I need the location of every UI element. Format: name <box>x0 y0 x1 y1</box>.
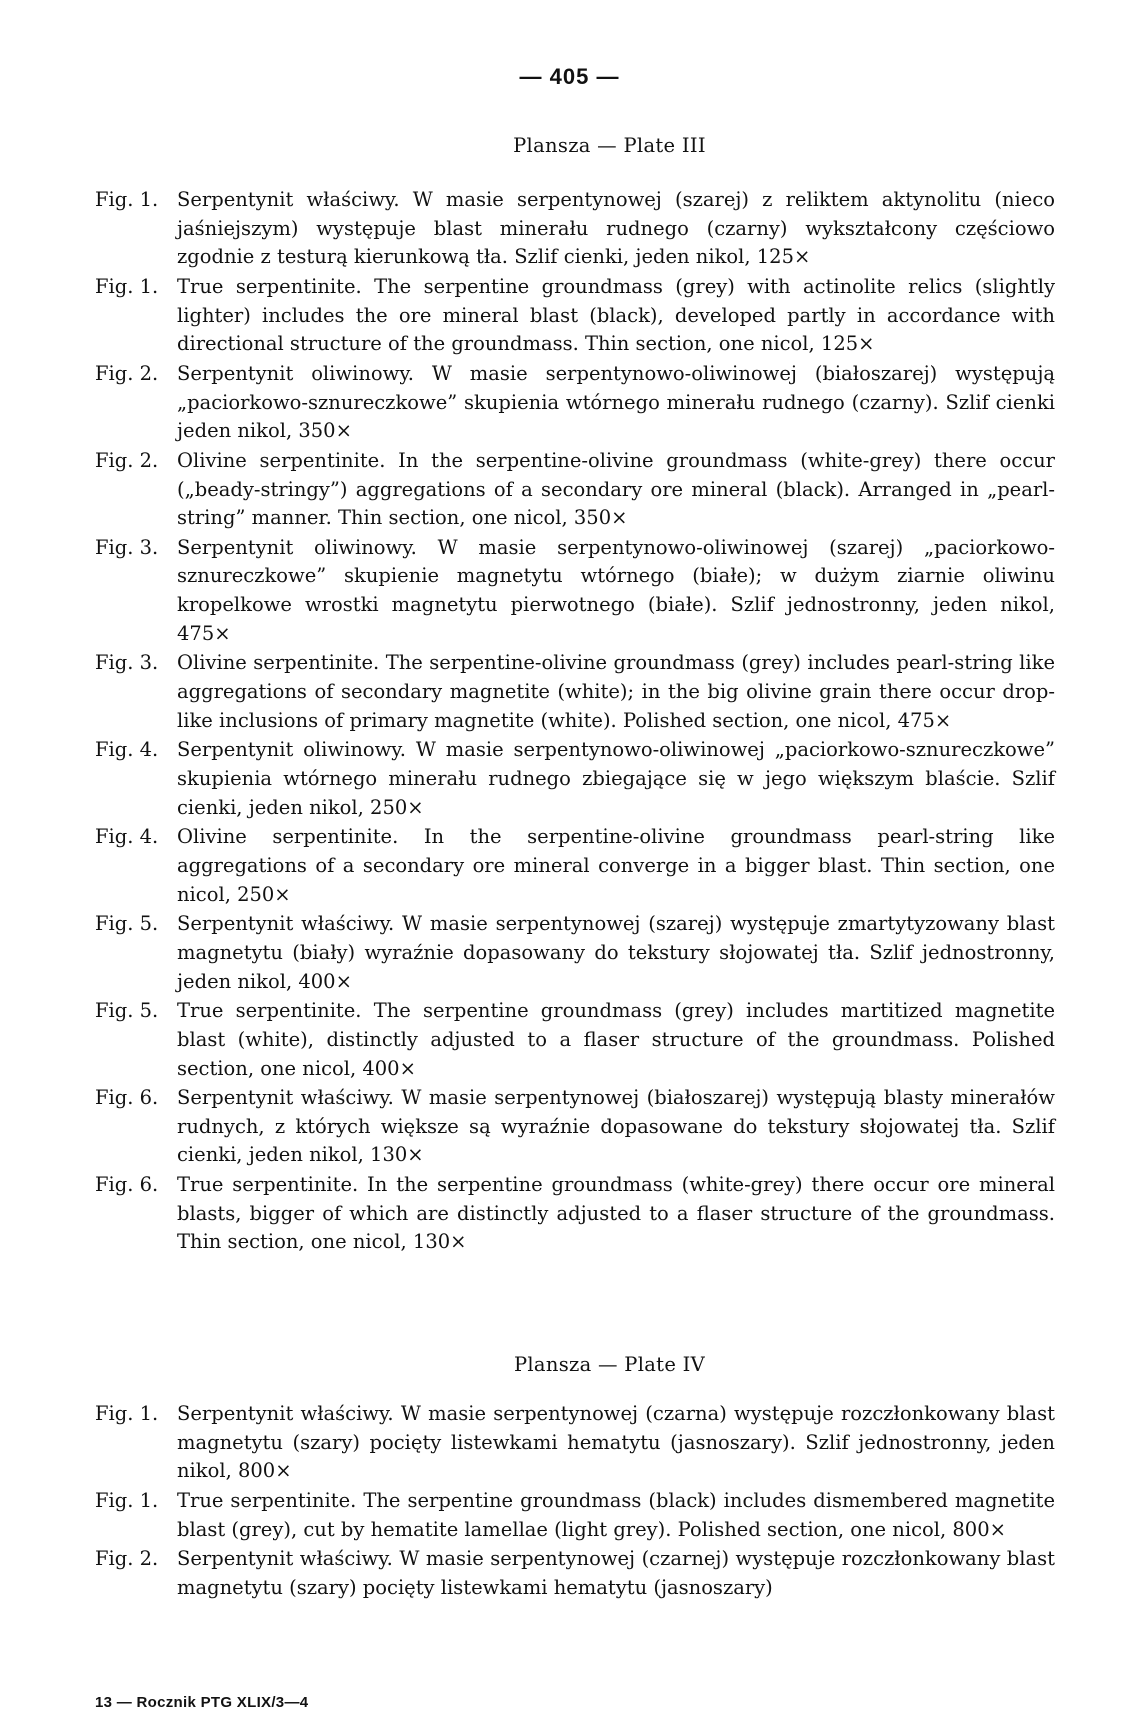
caption-entry <box>95 360 1055 446</box>
plate-iii-captions <box>95 186 1055 1258</box>
caption-entry <box>95 273 1055 359</box>
caption-entry <box>95 997 1055 1083</box>
caption-entry <box>95 649 1055 735</box>
figure-label: Fig. 3. <box>95 535 159 559</box>
figure-label: Fig. 3. <box>95 651 159 675</box>
caption-text: Serpentynit właściwy. W masie serpentynowej (czarnej) występuje rozczłonkowany blast magnetytu (szary) pocięty listewkami hematytu (jasnoszary) <box>177 1547 1055 1599</box>
caption-text: Serpentynit oliwinowy. W masie serpentynowo-oliwinowej (szarej) „paciorkowo-sznureczkowe” skupienie magnetytu wtórnego (białe); w dużym ziarnie oliwinu kropelkowe wrostki magnetytu pierwotnego (białe). Szlif jednostronny, jeden nikol, 475× <box>177 535 1055 645</box>
caption-entry <box>95 736 1055 822</box>
figure-label: Fig. 6. <box>95 1173 159 1197</box>
figure-label: Fig. 5. <box>95 999 159 1023</box>
caption-entry <box>95 1400 1055 1486</box>
caption-text: Serpentynit oliwinowy. W masie serpentynowo-oliwinowej (białoszarej) występują „paciorkowo-sznureczkowe” skupienia wtórnego minerału rudnego (czarny). Szlif cienki jeden nikol, 350× <box>177 361 1055 443</box>
caption-text: Serpentynit właściwy. W masie serpentynowej (szarej) z reliktem aktynolitu (nieco jaśniejszym) występuje blast minerału rudnego (czarny) wykształcony częściowo zgodnie z testurą kierunkową tła. Szlif cienki, jeden nikol, 125× <box>177 188 1055 269</box>
caption-text: Serpentynit właściwy. W masie serpentynowej (czarna) występuje rozczłonkowany blast magnetytu (szary) pocięty listewkami hematytu (jasnoszary). Szlif jednostronny, jeden nikol, 800× <box>177 1402 1055 1483</box>
caption-text: Olivine serpentinite. The serpentine-olivine groundmass (grey) includes pearl-string like aggregations of secondary magnetite (white); in the big olivine grain there occur drop-like inclusions of primary magnetite (white). Polished section, one nicol, 475× <box>177 651 1055 732</box>
caption-entry <box>95 823 1055 909</box>
caption-text: Olivine serpentinite. In the serpentine-olivine groundmass pearl-string like aggregations of a secondary ore mineral converge in a bigger blast. Thin section, one nicol, 250× <box>177 825 1055 906</box>
caption-text: Serpentynit właściwy. W masie serpentynowej (białoszarej) występują blasty minerałów rudnych, z których większe są wyraźnie dopasowane do tekstury słojowatej tła. Szlif cienki, jeden nikol, 130× <box>177 1086 1055 1167</box>
caption-entry <box>95 1545 1055 1602</box>
figure-label: Fig. 6. <box>95 1086 159 1110</box>
caption-entry <box>95 1084 1055 1170</box>
plate-iv-heading: Plansza — Plate IV <box>513 1353 706 1376</box>
figure-label: Fig. 1. <box>95 1488 159 1512</box>
caption-text: Serpentynit właściwy. W masie serpentynowej (szarej) występuje zmartytyzowany blast magnetytu (biały) wyraźnie dopasowany do tekstury słojowatej tła. Szlif jednostronny, jeden nikol, 400× <box>177 912 1055 993</box>
figure-label: Fig. 1. <box>95 188 159 211</box>
figure-label: Fig. 1. <box>95 274 159 298</box>
caption-text: True serpentinite. The serpentine groundmass (black) includes dismembered magnetite blast (grey), cut by hematite lamellae (light grey). Polished section, one nicol, 800× <box>177 1488 1055 1541</box>
figure-label: Fig. 4. <box>95 825 159 849</box>
figure-label: Fig. 2. <box>95 361 159 385</box>
figure-label: Fig. 1. <box>95 1402 159 1425</box>
caption-entry <box>95 910 1055 996</box>
figure-label: Fig. 2. <box>95 448 159 472</box>
caption-text: True serpentinite. The serpentine groundmass (grey) with actinolite relics (slightly lighter) includes the ore mineral blast (black), developed partly in accordance with directional structure of the groundmass. Thin section, one nicol, 125× <box>177 274 1055 356</box>
page-number: — 405 — <box>519 64 620 89</box>
figure-label: Fig. 4. <box>95 738 159 762</box>
caption-entry <box>95 186 1055 272</box>
page-footer: 13 — Rocznik PTG XLIX/3—4 <box>95 1694 309 1711</box>
caption-text: True serpentinite. The serpentine groundmass (grey) includes martitized magnetite blast (white), distinctly adjusted to a flaser structure of the groundmass. Polished section, one nicol, 400× <box>177 999 1055 1080</box>
caption-text: Olivine serpentinite. In the serpentine-olivine groundmass (white-grey) there occur („beady-stringy”) aggregations of a secondary ore mineral (black). Arranged in „pearl-string” manner. Thin section, one nicol, 350× <box>177 448 1055 530</box>
plate-iii-heading: Plansza — Plate III <box>513 134 706 157</box>
figure-label: Fig. 5. <box>95 912 159 936</box>
caption-entry <box>95 1487 1055 1544</box>
caption-entry <box>95 534 1055 648</box>
caption-text: True serpentinite. In the serpentine groundmass (white-grey) there occur ore mineral blasts, bigger of which are distinctly adjusted to a flaser structure of the groundmass. Thin section, one nicol, 130× <box>177 1173 1055 1254</box>
plate-iv-captions <box>95 1400 1055 1604</box>
figure-label: Fig. 2. <box>95 1547 159 1571</box>
caption-entry <box>95 447 1055 533</box>
caption-text: Serpentynit oliwinowy. W masie serpentynowo-oliwinowej „paciorkowo-sznureczkowe” skupienia wtórnego minerału rudnego zbiegające się w jego większym blaście. Szlif cienki, jeden nikol, 250× <box>177 738 1055 819</box>
caption-entry <box>95 1171 1055 1257</box>
